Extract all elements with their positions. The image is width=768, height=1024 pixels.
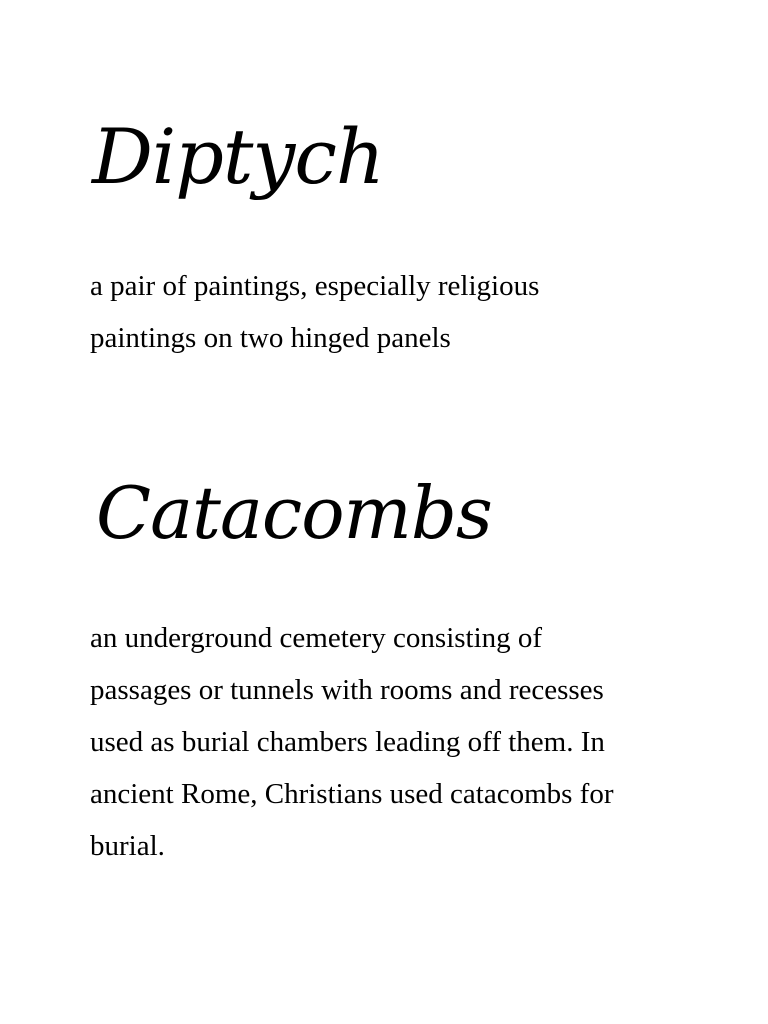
definition-line: paintings on two hinged panels <box>90 322 451 354</box>
definition-catacombs <box>90 612 690 872</box>
definition-line: ancient Rome, Christians used catacombs for <box>90 778 614 810</box>
definition-line: a pair of paintings, especially religious <box>90 270 540 302</box>
definition-line: an underground cemetery consisting of <box>90 622 543 654</box>
term-heading-diptych: Diptych <box>92 112 384 201</box>
definition-line: passages or tunnels with rooms and recesses <box>90 674 604 706</box>
definition-line: burial. <box>90 830 165 862</box>
definition-line: used as burial chambers leading off them. In <box>90 726 605 758</box>
definition-diptych <box>90 260 690 364</box>
term-heading-catacombs: Catacombs <box>96 471 492 555</box>
